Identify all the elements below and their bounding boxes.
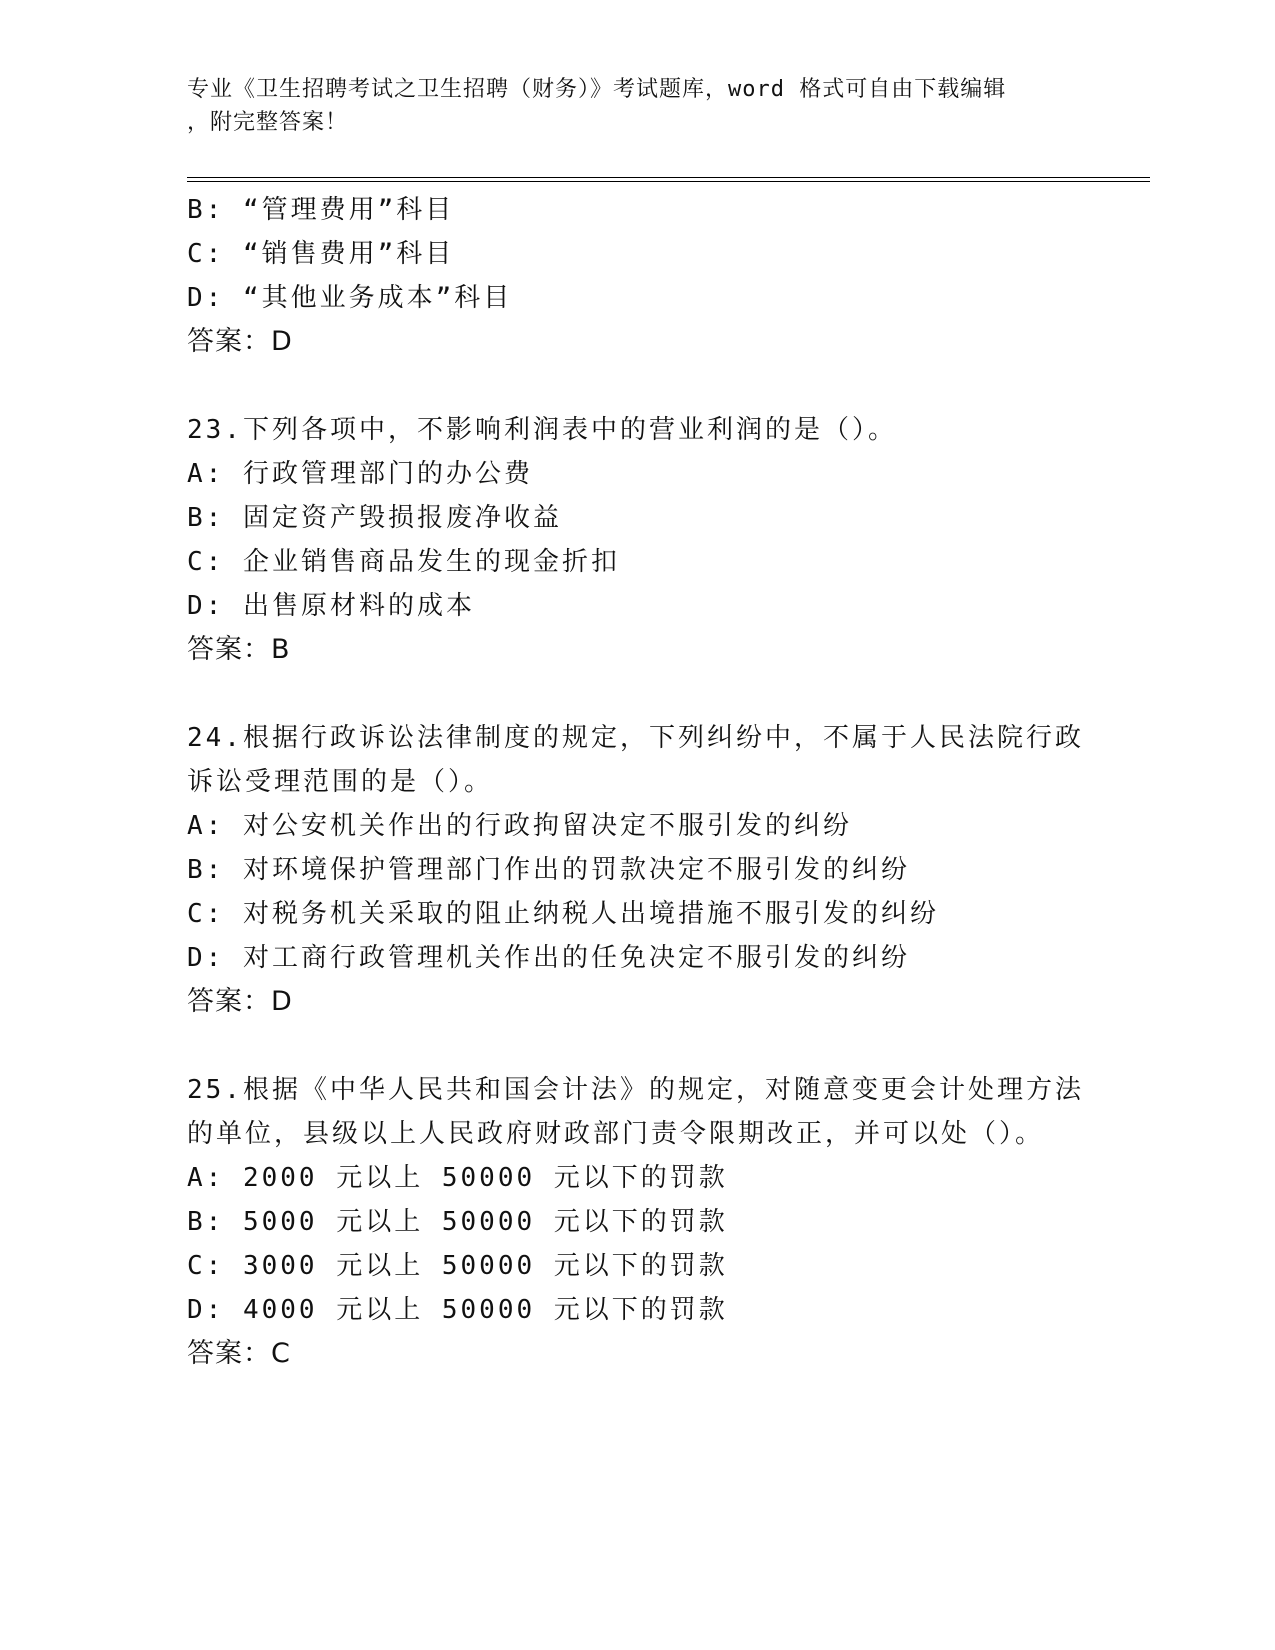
q24-option-c: C: 对税务机关采取的阻止纳税人出境措施不服引发的纠纷 xyxy=(187,899,939,929)
header-line-1: 专业《卫生招聘考试之卫生招聘（财务）》考试题库，word 格式可自由下载编辑 xyxy=(187,77,1007,102)
header-line-2: ，附完整答案！ xyxy=(187,110,349,135)
header-divider-top xyxy=(187,177,1150,178)
q25-option-b: B: 5000 元以上 50000 元以下的罚款 xyxy=(187,1207,728,1237)
document-header xyxy=(187,73,1067,139)
q24-answer: 答案：D xyxy=(187,986,293,1017)
q22-option-d: D: “其他业务成本”科目 xyxy=(187,283,513,313)
q22-option-b: B: “管理费用”科目 xyxy=(187,195,455,225)
q25-answer: 答案：C xyxy=(187,1338,291,1369)
header-divider-bottom xyxy=(187,181,1150,182)
q24-option-d: D: 对工商行政管理机关作出的任免决定不服引发的纠纷 xyxy=(187,943,910,973)
q23-option-d: D: 出售原材料的成本 xyxy=(187,591,475,621)
q25-option-a: A: 2000 元以上 50000 元以下的罚款 xyxy=(187,1163,728,1193)
q23-answer: 答案：B xyxy=(187,634,291,665)
q22-option-c: C: “销售费用”科目 xyxy=(187,239,455,269)
q24-option-b: B: 对环境保护管理部门作出的罚款决定不服引发的纠纷 xyxy=(187,855,910,885)
q24-stem-line-2: 诉讼受理范围的是（）。 xyxy=(187,767,494,797)
q24-option-a: A: 对公安机关作出的行政拘留决定不服引发的纠纷 xyxy=(187,811,852,841)
q23-option-b: B: 固定资产毁损报废净收益 xyxy=(187,503,562,533)
q25-stem-line-2: 的单位，县级以上人民政府财政部门责令限期改正，并可以处（）。 xyxy=(187,1119,1045,1149)
q24-stem-line-1: 24.根据行政诉讼法律制度的规定，下列纠纷中，不属于人民法院行政 xyxy=(187,723,1084,753)
q23-option-c: C: 企业销售商品发生的现金折扣 xyxy=(187,547,620,577)
q25-option-c: C: 3000 元以上 50000 元以下的罚款 xyxy=(187,1251,728,1281)
q22-answer: 答案：D xyxy=(187,326,293,357)
q25-option-d: D: 4000 元以上 50000 元以下的罚款 xyxy=(187,1295,728,1325)
q23-stem: 23.下列各项中，不影响利润表中的营业利润的是（）。 xyxy=(187,415,897,445)
q25-stem-line-1: 25.根据《中华人民共和国会计法》的规定，对随意变更会计处理方法 xyxy=(187,1075,1084,1105)
q23-option-a: A: 行政管理部门的办公费 xyxy=(187,459,533,489)
